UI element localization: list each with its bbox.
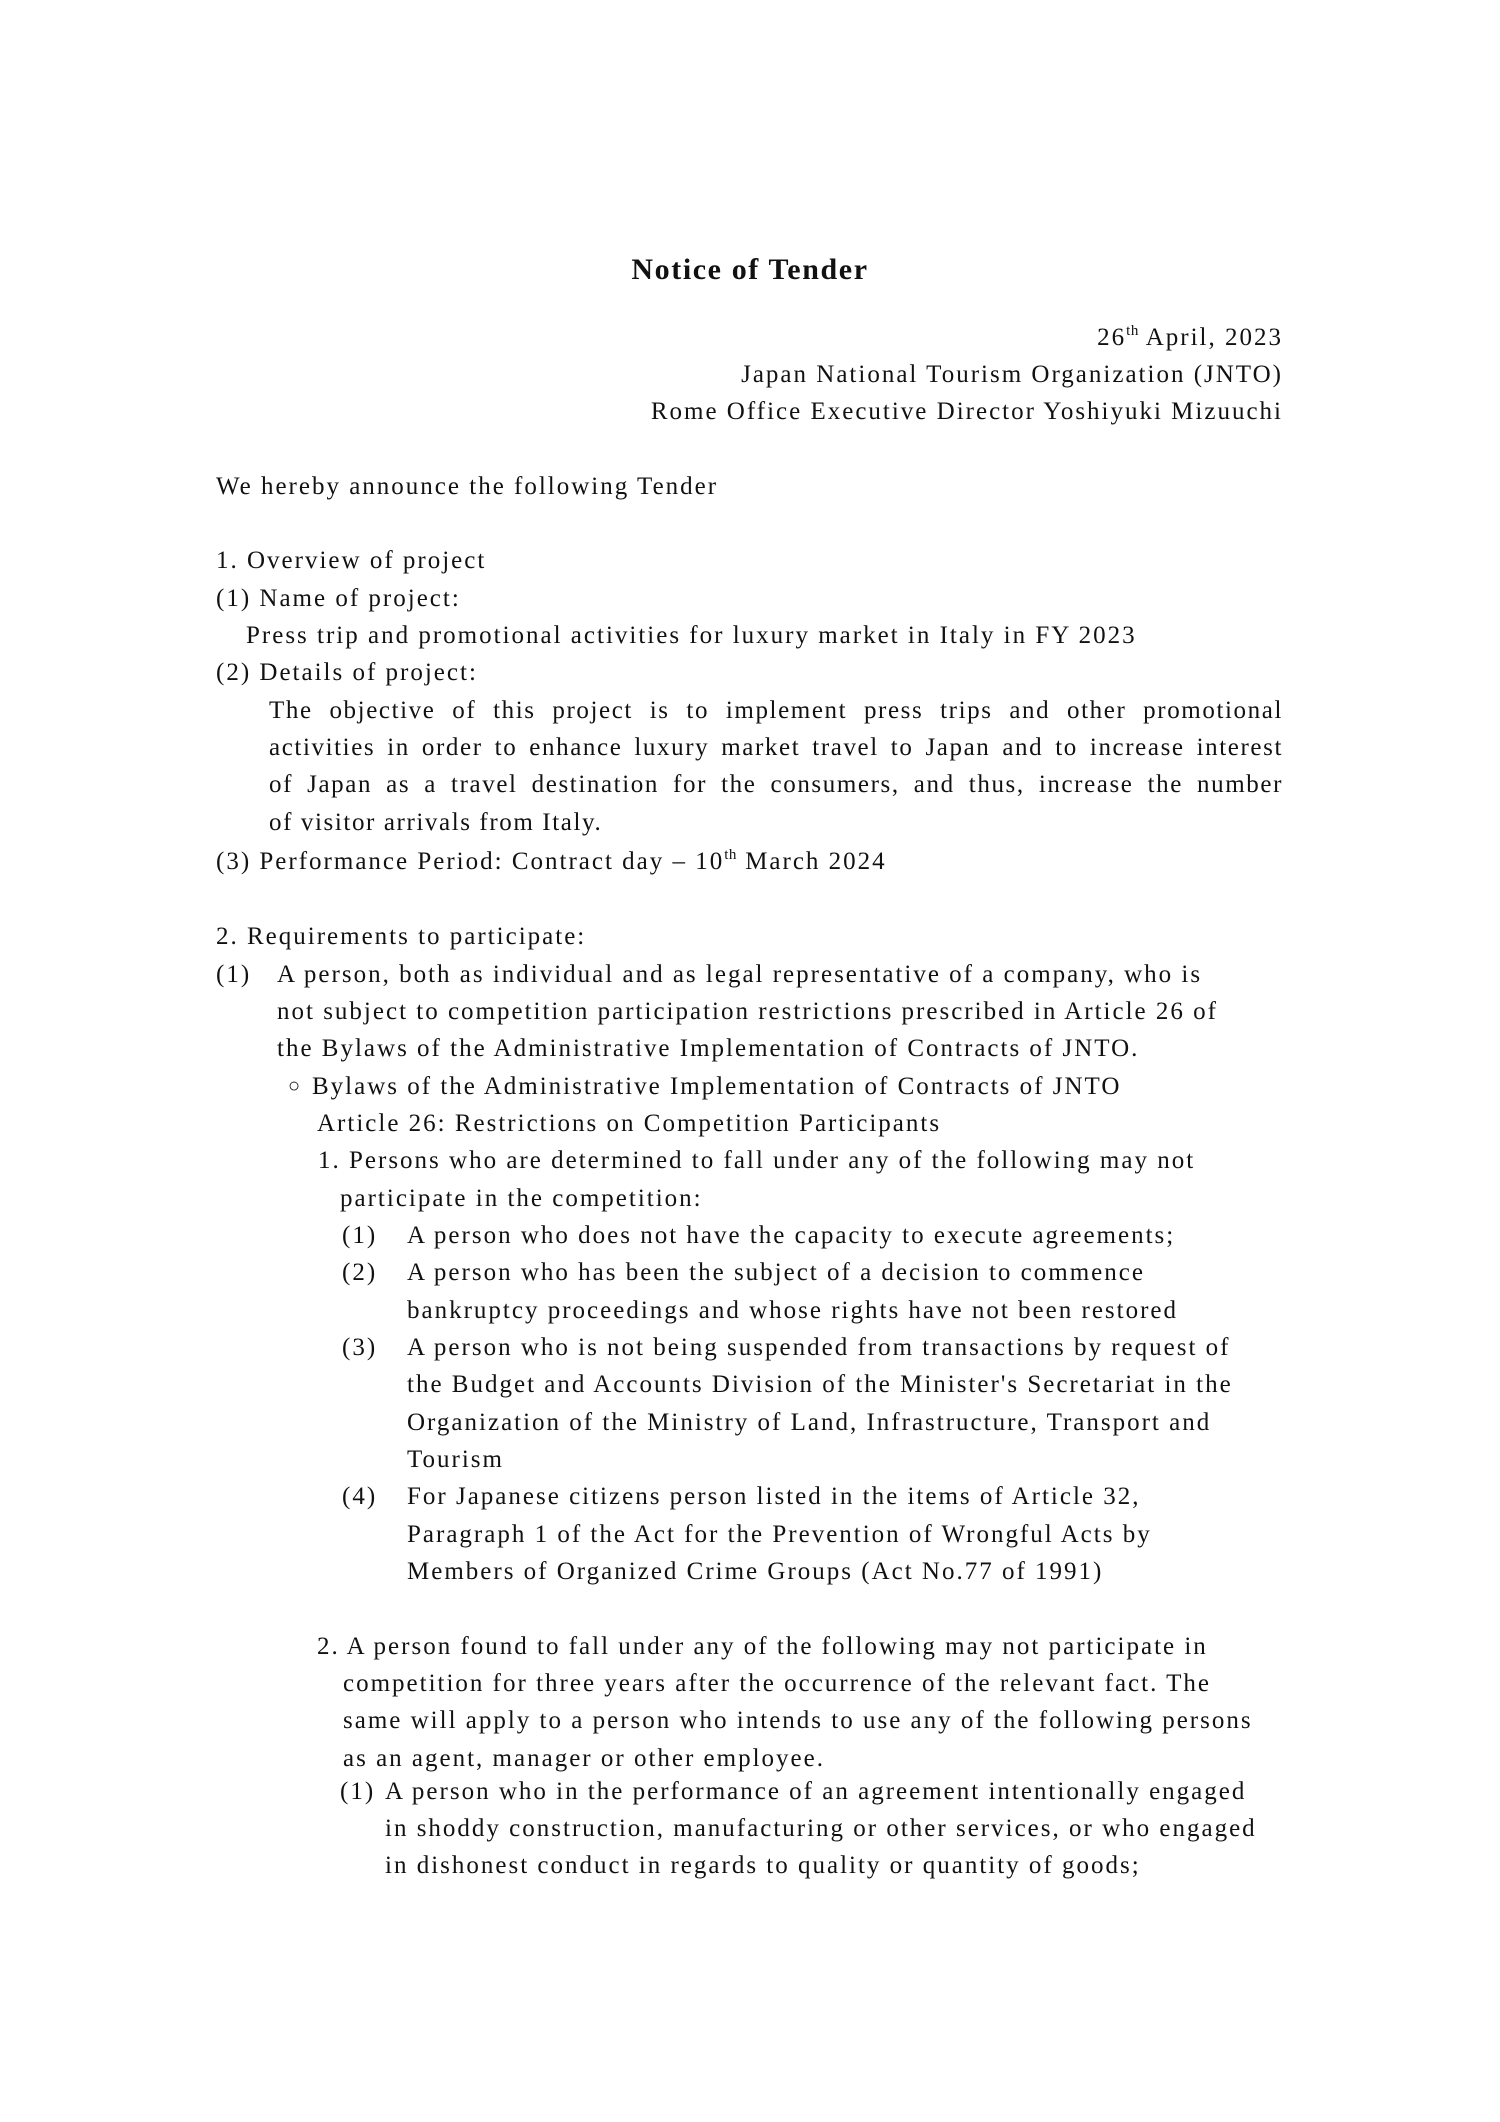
performance-period [216, 843, 887, 880]
project-details-line: of Japan as a travel destination for the consumers, and thus, increase the number [269, 771, 1283, 798]
para1-line: participate in the competition: [340, 1185, 703, 1212]
para1-item-line: A person who does not have the capacity to execute agreements; [407, 1222, 1176, 1249]
issuer-line: Rome Office Executive Director Yoshiyuki Mizuuchi [650, 398, 1283, 425]
para1-item-line: bankruptcy proceedings and whose rights have not been restored [407, 1297, 1179, 1324]
intro-text: We hereby announce the following Tender [216, 473, 719, 500]
date-line [1097, 319, 1283, 356]
para1-line: 1. Persons who are determined to fall under any of the following may not [318, 1147, 1196, 1174]
project-details-line: of visitor arrivals from Italy. [269, 809, 603, 836]
date-suffix: th [1126, 323, 1139, 339]
project-details-line: The objective of this project is to implement press trips and other promotional [269, 697, 1283, 724]
para1-item-marker: (1) [342, 1222, 378, 1249]
para2-item-marker: (1) [340, 1778, 376, 1805]
para2-item-line: A person who in the performance of an agreement intentionally engaged [385, 1778, 1247, 1805]
period-rest: March 2024 [736, 848, 887, 875]
date-day: 26 [1097, 324, 1127, 351]
para1-item-marker: (2) [342, 1259, 378, 1286]
para1-item-line: For Japanese citizens person listed in the items of Article 32, [407, 1483, 1141, 1510]
para2-line: 2. A person found to fall under any of the following may not participate in [317, 1633, 1208, 1660]
para2-item-line: in shoddy construction, manufacturing or other services, or who engaged [385, 1815, 1257, 1842]
para1-item-marker: (4) [342, 1483, 378, 1510]
section2-heading: 2. Requirements to participate: [216, 923, 587, 950]
item1-line: the Bylaws of the Administrative Implementation of Contracts of JNTO. [277, 1035, 1140, 1062]
para2-line: competition for three years after the occurrence of the relevant fact. The [343, 1670, 1211, 1697]
para1-item-line: the Budget and Accounts Division of the Minister's Secretariat in the [407, 1371, 1233, 1398]
para1-item-line: A person who is not being suspended from transactions by request of [407, 1334, 1231, 1361]
project-name-label: (1) Name of project: [216, 585, 461, 612]
para1-item-line: Paragraph 1 of the Act for the Prevention of Wrongful Acts by [407, 1521, 1152, 1548]
document-title: Notice of Tender [631, 253, 869, 286]
item1-marker: (1) [216, 961, 252, 988]
para1-item-line: Organization of the Ministry of Land, Infrastructure, Transport and [407, 1409, 1212, 1436]
period-prefix: (3) Performance Period: Contract day – 10 [216, 848, 725, 875]
para1-item-line: A person who has been the subject of a decision to commence [407, 1259, 1145, 1286]
item1-line: A person, both as individual and as legal representative of a company, who is [277, 961, 1203, 988]
project-details-label: (2) Details of project: [216, 659, 478, 686]
para1-item-line: Tourism [407, 1446, 504, 1473]
project-name-value: Press trip and promotional activities for luxury market in Italy in FY 2023 [246, 622, 1137, 649]
organization-line: Japan National Tourism Organization (JNTO) [741, 361, 1283, 388]
article-title: Article 26: Restrictions on Competition Participants [317, 1110, 942, 1137]
para1-item-line: Members of Organized Crime Groups (Act No.77 of 1991) [407, 1558, 1104, 1585]
para2-item-line: in dishonest conduct in regards to quality or quantity of goods; [385, 1852, 1141, 1879]
item1-line: not subject to competition participation restrictions prescribed in Article 26 of [277, 998, 1218, 1025]
para1-item-marker: (3) [342, 1334, 378, 1361]
project-details-line: activities in order to enhance luxury market travel to Japan and to increase interest [269, 734, 1283, 761]
para2-line: same will apply to a person who intends to use any of the following persons [343, 1707, 1253, 1734]
bylaws-title: Bylaws of the Administrative Implementation of Contracts of JNTO [312, 1073, 1122, 1100]
section1-heading: 1. Overview of project [216, 547, 487, 574]
period-suffix: th [724, 847, 737, 863]
para2-line: as an agent, manager or other employee. [343, 1745, 825, 1772]
date-rest: April, 2023 [1138, 324, 1283, 351]
bullet-circle-icon: ○ [288, 1075, 303, 1097]
